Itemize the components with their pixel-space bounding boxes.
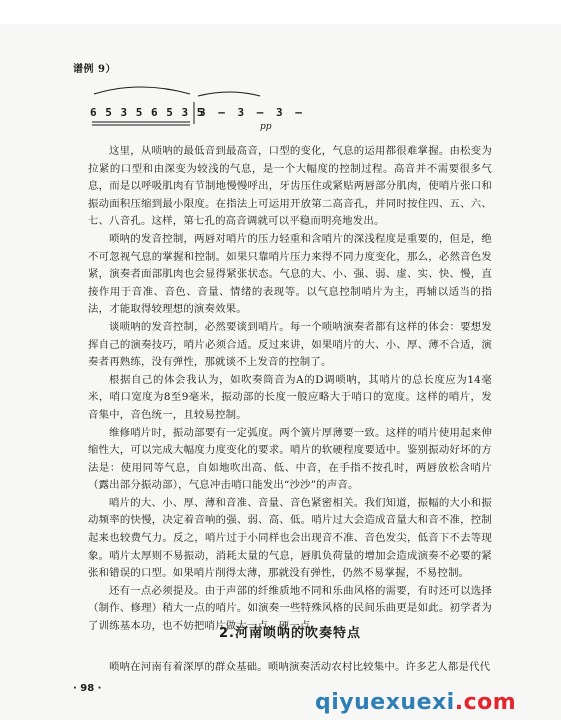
body-text — [88, 143, 492, 636]
paragraph: 维修哨片时，振动部要有一定弧度。两个簧片厚薄要一致。这样的哨片使用起来伸缩性大，可以完成大幅度力度变化的要求。哨片的软硬程度要适中。鉴别振动好坏的方法是：使用同等气息，自如地吹出高、低、中音，在手指不按孔时，两唇放松含哨片（露出部分振动部），气息冲击哨口能发出“沙沙”的声音。 — [88, 426, 492, 492]
paragraph: 唢呐在河南有着深厚的群众基础。唢呐演奏活动农村比较集中。许多艺人都是代代 — [109, 661, 491, 673]
section-body — [88, 659, 492, 677]
score-notes-tail: 3 – 3 – 3 – — [199, 106, 305, 119]
page-number: · 98 · — [73, 683, 102, 694]
paragraph: 唢呐的发音控制，两唇对哨片的压力轻重和含哨片的深浅程度是重要的，但是，绝不可忽视气息的掌握和控制。如果只靠哨片压力来得不同力度变化，那么，必然音色发紧，演奏者面部肌肉也会显得紧张状态。气息的大、小、强、弱、虚、实、快、慢，直接作用于音准、音色、音量、情绪的表现等。以气息控制哨片为主，再辅以适当的指法，才能取得较理想的演奏效果。 — [88, 232, 492, 316]
music-score-excerpt — [90, 80, 330, 138]
paragraph: 谈唢呐的发音控制，必然要谈到哨片。每一个唢呐演奏者都有这样的体会：要想发挥自己的演奏技巧，哨片必须合适。反过来讲，如果哨片的大、小、厚、薄不合适，演奏者再熟练，没有弹性，那就谈不上发音的控制了。 — [88, 320, 492, 369]
example-label: 谱例 9） — [73, 64, 116, 75]
score-dynamic-marking: pp — [260, 122, 272, 132]
watermark-domain: qiyuexuexi — [315, 690, 455, 715]
top-margin — [0, 0, 561, 24]
site-watermark — [315, 690, 516, 715]
paragraph: 根据自己的体会我认为，如吹奏筒音为A的D调唢呐，其哨片的总长度应为14毫米，哨口宽度为8至9毫米，振动部的长度一般应略大于哨口的宽度。这样的哨片，发音集中，音色统一，且较易控制。 — [88, 373, 492, 421]
section-heading: 2.河南唢呐的吹奏特点 — [219, 626, 361, 641]
paragraph: 还有一点必须提及。由于声部的纤维质地不同和乐曲风格的需要，有时还可以选择（制作、修理）稍大一点的哨片。如演奏一些特殊风格的民间乐曲更是如此。初学者为了训练基本功，也不妨把哨片做大一点、硬一点。 — [88, 584, 492, 633]
watermark-tld: .com — [454, 690, 517, 715]
paragraph: 这里，从唢呐的最低音到最高音，口型的变化，气息的运用都很难掌握。由松变为拉紧的口型和由深变为较浅的气息，是一个大幅度的控制过程。高音并不需要很多气息，而是以呼吸肌肉有节制地慢慢呼出，牙齿压住或紧贴两唇部分肌肉，使哨片张口和振动面积压缩到最小限度。在指法上可运用开放第二高音孔，并同时按住四、五、六、七、八音孔。这样，第七孔的高音调就可以平稳而明亮地发出。 — [88, 145, 492, 228]
paragraph: 哨片的大、小、厚、薄和音准、音量、音色紧密相关。我们知道，振幅的大小和振动频率的快慢，决定着音响的强、弱、高、低。哨片过大会造成音量大和音不准，控制起来也较费气力。反之，哨片过于小同样也会出现音不准、音色发尖，低音下不去等现象。哨片太厚则不易振动，消耗太量的气息，唇肌负荷量的增加会造成演奏不必要的紧张和错误的口型。如果哨片削得太薄，那就没有弹性，仍然不易掌握，不易控制。 — [88, 496, 492, 580]
score-notes-main: 6 5 3 5 6 5 3 5 — [90, 106, 205, 119]
